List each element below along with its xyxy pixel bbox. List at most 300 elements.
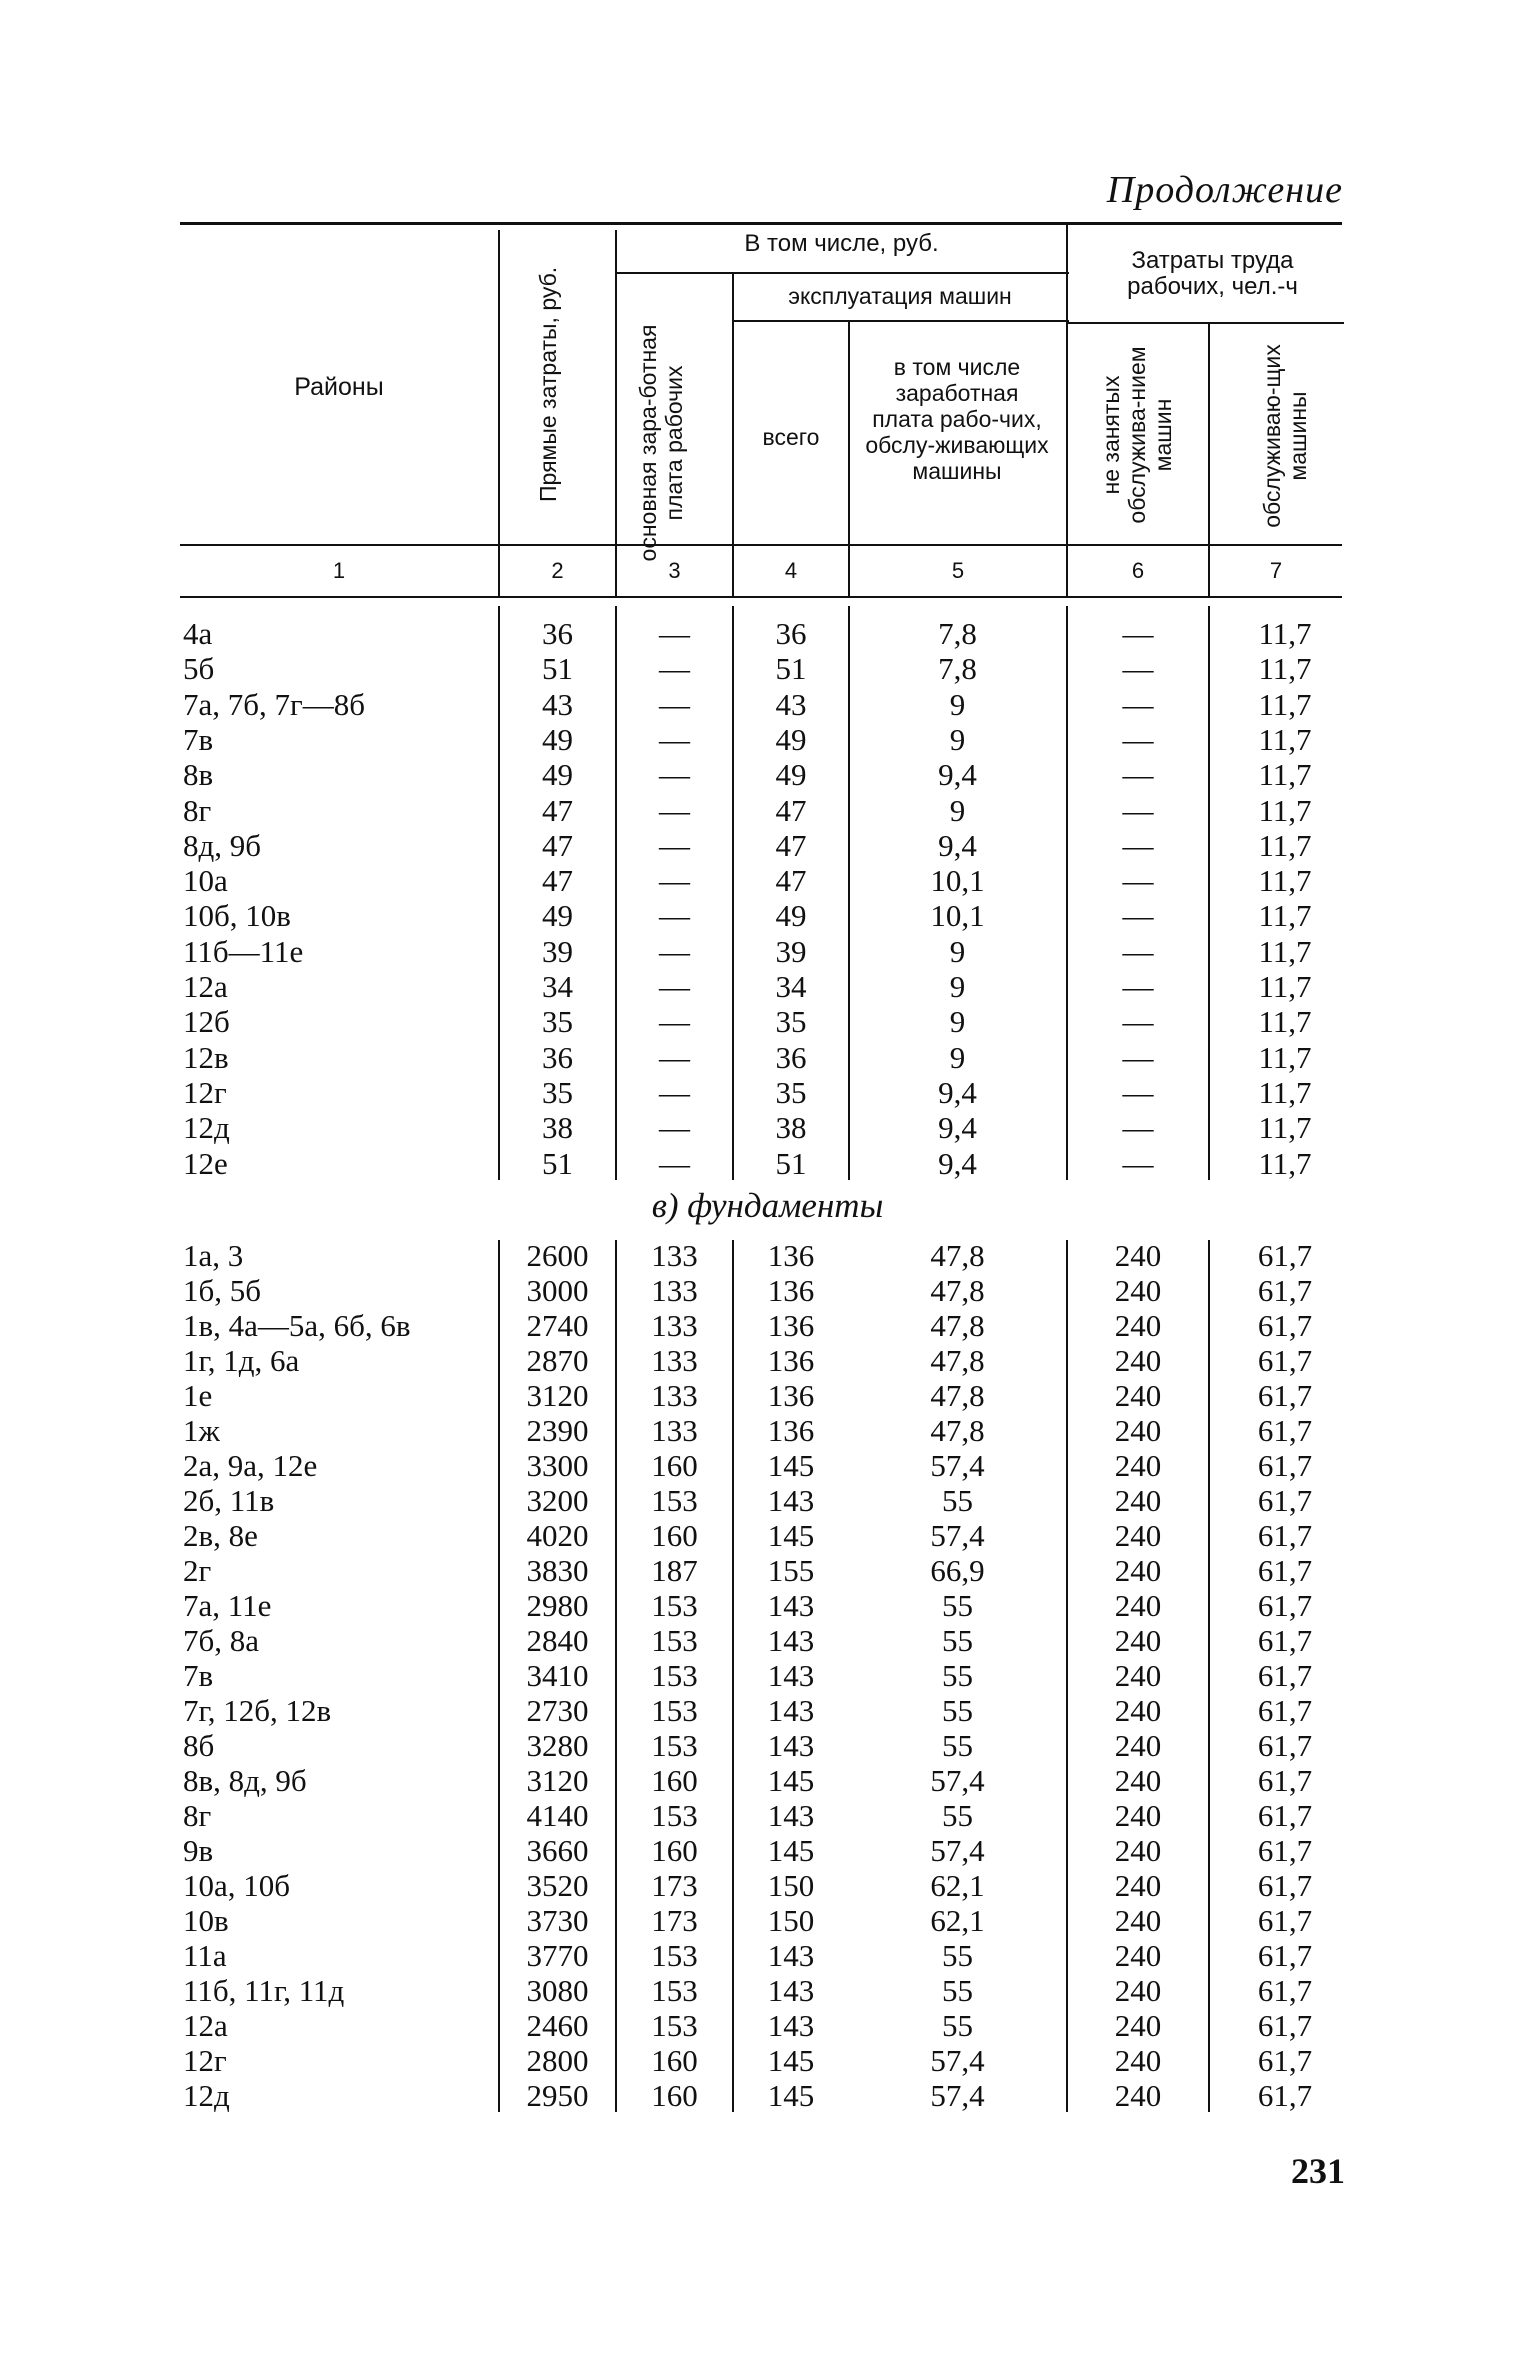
district-cell: 8г [183,792,212,828]
value-cell: 55 [942,1728,973,1763]
header-divider-5 [1066,225,1068,596]
district-cell: 8в, 8д, 9б [183,1763,307,1798]
value-cell: 11,7 [1258,721,1312,757]
value-cell: 49 [542,721,573,757]
value-cell: 2980 [526,1588,589,1623]
value-cell: — [1122,969,1154,1004]
value-cell: 160 [651,2078,698,2113]
value-cell: — [659,1145,690,1181]
value-cell: 36 [542,1039,573,1075]
value-cell: 160 [651,2043,698,2078]
value-cell: 136 [767,1378,815,1413]
value-cell: 61,7 [1257,1833,1313,1868]
value-cell: 43 [542,686,573,722]
value-cell: 61,7 [1257,1413,1313,1448]
value-cell: 153 [651,1693,698,1728]
value-cell: 49 [775,721,807,757]
value-cell: 51 [542,651,573,687]
value-cell: 62,1 [930,1868,985,1903]
header-rule-machines [734,320,1069,322]
district-cell: 12д [183,2078,230,2113]
value-cell: 2730 [526,1693,589,1728]
value-cell: 47 [775,792,807,828]
value-cell: 2840 [526,1623,589,1658]
district-cell: 11б—11е [183,933,304,969]
value-cell: 240 [1114,1378,1162,1413]
district-cell: 10б, 10в [183,898,291,934]
value-cell: 61,7 [1257,2008,1313,2043]
value-cell: 61,7 [1257,1553,1313,1588]
district-cell: 7а, 7б, 7г—8б [183,686,366,722]
value-cell: — [1122,898,1154,934]
value-cell: 9 [949,1004,966,1040]
value-cell: 61,7 [1257,1868,1313,1903]
value-cell: 160 [651,1833,698,1868]
header-divider-6 [1208,324,1210,596]
header-divider-4 [848,322,850,596]
value-cell: 35 [775,1074,807,1110]
value-cell: 9 [949,1039,966,1075]
value-cell: 240 [1114,1483,1162,1518]
district-cell: 9в [183,1833,214,1868]
value-cell: 9,4 [938,1145,977,1181]
value-cell: 136 [767,1343,815,1378]
value-cell: 3200 [526,1483,589,1518]
value-cell: 61,7 [1257,1343,1313,1378]
value-cell: 57,4 [930,2078,985,2113]
value-cell: 47 [775,863,807,899]
value-cell: — [1122,792,1154,828]
value-cell: — [659,792,690,828]
value-cell: 9 [949,686,966,722]
value-cell: 153 [651,2008,698,2043]
value-cell: 153 [651,1938,698,1973]
value-cell: — [1122,827,1154,863]
value-cell: 47 [542,827,573,863]
district-cell: 10а, 10б [183,1868,291,1903]
value-cell: 61,7 [1257,1448,1313,1483]
value-cell: 4020 [526,1518,589,1553]
value-cell: 9 [949,721,966,757]
value-cell: 136 [767,1413,815,1448]
value-cell: 155 [767,1553,815,1588]
value-cell: 240 [1114,1973,1162,2008]
value-cell: 47 [542,863,573,899]
value-cell: 51 [775,651,807,687]
value-cell: 240 [1114,1623,1162,1658]
value-cell: 62,1 [930,1903,985,1938]
value-cell: 2460 [526,2008,589,2043]
value-cell: 3280 [526,1728,589,1763]
value-cell: — [659,969,690,1004]
value-cell: 240 [1114,1903,1162,1938]
value-cell: 9 [949,933,966,969]
value-cell: 240 [1114,1798,1162,1833]
value-cell: 145 [767,1833,815,1868]
value-cell: 143 [767,1938,815,1973]
value-cell: — [1122,863,1154,899]
value-cell: 55 [942,1973,973,2008]
value-cell: 240 [1114,1448,1162,1483]
value-cell: 47,8 [930,1378,985,1413]
header-total: всего [762,424,820,450]
value-cell: 9,4 [938,1074,977,1110]
value-cell: 61,7 [1257,1588,1313,1623]
value-cell: 240 [1114,1518,1162,1553]
value-cell: 61,7 [1257,1238,1313,1273]
value-cell: 55 [942,1693,973,1728]
value-cell: 3770 [526,1938,589,1973]
district-cell: 8г [183,1798,212,1833]
value-cell: — [659,1074,690,1110]
value-cell: 49 [775,898,807,934]
value-cell: 133 [651,1378,698,1413]
district-cell: 1в, 4а—5а, 6б, 6в [183,1308,411,1343]
value-cell: 3830 [526,1553,589,1588]
value-cell: 10,1 [930,898,985,934]
value-cell: 49 [775,757,807,793]
district-cell: 1ж [183,1413,220,1448]
value-cell: 240 [1114,1938,1162,1973]
district-cell: 1е [183,1378,213,1413]
section-title: в) фундаменты [651,1186,884,1225]
value-cell: 7,8 [938,651,977,687]
col-number-2: 2 [551,558,564,583]
value-cell: 173 [651,1868,698,1903]
value-cell: 3410 [526,1658,589,1693]
value-cell: 3120 [526,1763,589,1798]
value-cell: — [1122,933,1154,969]
value-cell: 34 [542,969,573,1004]
value-cell: 145 [767,1448,815,1483]
value-cell: 47,8 [930,1238,985,1273]
district-cell: 12а [183,969,228,1004]
header-direct-costs: Прямые затраты, руб. [535,266,561,502]
continuation-label: Продолжение [1106,169,1343,211]
value-cell: 3730 [526,1903,589,1938]
value-cell: 136 [767,1238,815,1273]
value-cell: 143 [767,1658,815,1693]
value-cell: 136 [767,1273,815,1308]
value-cell: 160 [651,1448,698,1483]
value-cell: 61,7 [1257,2043,1313,2078]
header-including-wage: в том числе заработная плата рабо-чих, обслу-живающих машины [865,354,1049,484]
district-cell: 1а, 3 [183,1238,244,1273]
header-divider-2 [615,230,617,596]
header-labor-costs: Затраты труда рабочих, чел.-ч [1127,247,1298,300]
district-cell: 11б, 11г, 11д [183,1973,345,2008]
value-cell: 153 [651,1798,698,1833]
value-cell: 240 [1114,1308,1162,1343]
value-cell: 49 [542,898,573,934]
value-cell: 57,4 [930,2043,985,2078]
value-cell: 11,7 [1258,863,1312,899]
district-cell: 12а [183,2008,228,2043]
value-cell: 61,7 [1257,1693,1313,1728]
value-cell: 133 [651,1413,698,1448]
value-cell: 61,7 [1257,2078,1313,2113]
value-cell: 36 [775,616,807,651]
value-cell: 240 [1114,1238,1162,1273]
district-cell: 7б, 8а [183,1623,260,1658]
value-cell: 36 [542,616,573,651]
value-cell: 35 [775,1004,807,1040]
value-cell: 11,7 [1258,686,1312,722]
district-cell: 1г, 1д, 6а [183,1343,300,1378]
value-cell: 55 [942,1798,973,1833]
value-cell: 61,7 [1257,1973,1313,2008]
value-cell: 143 [767,1973,815,2008]
district-cell: 12г [183,1074,227,1110]
value-cell: 240 [1114,2008,1162,2043]
value-cell: 133 [651,1238,698,1273]
district-cell: 8д, 9б [183,827,262,863]
value-cell: 240 [1114,1413,1162,1448]
value-cell: 153 [651,1658,698,1693]
value-cell: 143 [767,1693,815,1728]
value-cell: 4140 [526,1798,589,1833]
value-cell: 61,7 [1257,1763,1313,1798]
value-cell: 61,7 [1257,1903,1313,1938]
value-cell: — [1122,1039,1154,1075]
value-cell: 3080 [526,1973,589,2008]
value-cell: — [659,863,690,899]
value-cell: 240 [1114,1588,1162,1623]
district-cell: 2б, 11в [183,1483,275,1518]
value-cell: 240 [1114,1763,1162,1798]
value-cell: 240 [1114,2043,1162,2078]
value-cell: 11,7 [1258,757,1312,793]
value-cell: 55 [942,1483,973,1518]
value-cell: 3520 [526,1868,589,1903]
value-cell: 47 [542,792,573,828]
value-cell: — [659,898,690,934]
value-cell: 143 [767,2008,815,2043]
district-cell: 7г, 12б, 12в [183,1693,332,1728]
district-cell: 10в [183,1903,229,1938]
header-machine-operation: эксплуатация машин [788,283,1012,309]
value-cell: 11,7 [1258,792,1312,828]
value-cell: 240 [1114,1343,1162,1378]
header-divider-1 [498,230,500,596]
value-cell: 136 [767,1308,815,1343]
district-cell: 7а, 11е [183,1588,272,1623]
value-cell: 240 [1114,1553,1162,1588]
value-cell: 61,7 [1257,1308,1313,1343]
district-cell: 5б [183,651,215,687]
district-cell: 12в [183,1039,229,1075]
value-cell: 61,7 [1257,1623,1313,1658]
value-cell: — [659,686,690,722]
value-cell: 150 [767,1903,815,1938]
district-cell: 2в, 8е [183,1518,258,1553]
value-cell: 3120 [526,1378,589,1413]
value-cell: 9,4 [938,827,977,863]
value-cell: 9 [949,792,966,828]
value-cell: 51 [775,1145,807,1181]
value-cell: 51 [542,1145,573,1181]
header-including: В том числе, руб. [744,230,939,257]
value-cell: 153 [651,1728,698,1763]
value-cell: 11,7 [1258,1145,1312,1181]
district-cell: 12б [183,1004,230,1040]
district-cell: 2а, 9а, 12е [183,1448,318,1483]
district-cell: 12г [183,2043,227,2078]
header-rule-including [617,272,1069,274]
district-cell: 8в [183,757,214,793]
col-number-3: 3 [668,558,681,583]
value-cell: 55 [942,1588,973,1623]
value-cell: 187 [651,1553,698,1588]
value-cell: 57,4 [930,1763,985,1798]
value-cell: 61,7 [1257,1273,1313,1308]
value-cell: 11,7 [1258,616,1312,651]
value-cell: 66,9 [930,1553,985,1588]
value-cell: — [1122,686,1154,722]
value-cell: 11,7 [1258,827,1312,863]
value-cell: — [659,827,690,863]
value-cell: 133 [651,1273,698,1308]
value-cell: 153 [651,1973,698,2008]
value-cell: 61,7 [1257,1518,1313,1553]
value-cell: 150 [767,1868,815,1903]
header-rule-numbers [180,596,1342,598]
value-cell: 61,7 [1257,1378,1313,1413]
value-cell: 2390 [526,1413,589,1448]
value-cell: 11,7 [1258,898,1312,934]
value-cell: — [1122,1074,1154,1110]
value-cell: 61,7 [1257,1728,1313,1763]
value-cell: — [659,757,690,793]
district-cell: 7в [183,1658,214,1693]
value-cell: 153 [651,1483,698,1518]
value-cell: — [659,721,690,757]
value-cell: 11,7 [1258,1039,1312,1075]
page-number: 231 [1291,2151,1345,2191]
district-cell: 11а [183,1938,227,1973]
value-cell: 160 [651,1763,698,1798]
value-cell: 11,7 [1258,969,1312,1004]
value-cell: 55 [942,1658,973,1693]
value-cell: 61,7 [1257,1938,1313,1973]
value-cell: 57,4 [930,1518,985,1553]
district-cell: 12е [183,1145,228,1181]
value-cell: 145 [767,2043,815,2078]
value-cell: 2950 [526,2078,589,2113]
value-cell: — [659,1039,690,1075]
value-cell: 9,4 [938,757,977,793]
value-cell: 143 [767,1483,815,1518]
value-cell: 61,7 [1257,1658,1313,1693]
value-cell: 34 [775,969,807,1004]
value-cell: 47,8 [930,1343,985,1378]
district-cell: 1б, 5б [183,1273,262,1308]
value-cell: 36 [775,1039,807,1075]
value-cell: 47 [775,827,807,863]
col-number-7: 7 [1269,558,1283,583]
value-cell: 39 [775,933,807,969]
value-cell: 143 [767,1798,815,1833]
value-cell: — [659,1110,690,1146]
value-cell: 145 [767,2078,815,2113]
value-cell: 3300 [526,1448,589,1483]
value-cell: 160 [651,1518,698,1553]
value-cell: 35 [542,1004,573,1040]
value-cell: 9,4 [938,1110,977,1146]
value-cell: 3660 [526,1833,589,1868]
value-cell: — [1122,757,1154,793]
value-cell: 11,7 [1258,1110,1312,1146]
value-cell: 11,7 [1258,933,1312,969]
value-cell: 11,7 [1258,1004,1312,1040]
value-cell: 240 [1114,1868,1162,1903]
value-cell: 240 [1114,1273,1162,1308]
value-cell: 143 [767,1728,815,1763]
table-top-rule [180,222,1342,225]
district-cell: 8б [183,1728,215,1763]
value-cell: 240 [1114,1693,1162,1728]
header-serving: обслуживаю-щих машины [1259,344,1311,528]
value-cell: 240 [1114,1833,1162,1868]
value-cell: 240 [1114,2078,1162,2113]
value-cell: — [1122,651,1154,687]
value-cell: 57,4 [930,1448,985,1483]
value-cell: 43 [775,686,807,722]
value-cell: 49 [542,757,573,793]
col-number-4: 4 [784,558,798,583]
value-cell: — [1122,1145,1154,1181]
col-number-1: 1 [332,558,346,583]
value-cell: — [659,933,690,969]
value-cell: 38 [775,1110,807,1146]
value-cell: 47,8 [930,1308,985,1343]
value-cell: 61,7 [1257,1483,1313,1518]
value-cell: 7,8 [938,616,977,651]
value-cell: 240 [1114,1728,1162,1763]
value-cell: 11,7 [1258,651,1312,687]
district-cell: 2г [183,1553,212,1588]
value-cell: — [659,1004,690,1040]
value-cell: 173 [651,1903,698,1938]
value-cell: 2740 [526,1308,589,1343]
value-cell: — [659,651,690,687]
header-not-serving: не занятых обслужива-нием машин [1098,346,1176,524]
value-cell: 2600 [526,1238,589,1273]
value-cell: 47,8 [930,1413,985,1448]
district-cell: 12д [183,1110,230,1146]
value-cell: — [1122,1004,1154,1040]
header-districts: Районы [294,373,384,401]
value-cell: 143 [767,1623,815,1658]
value-cell: 145 [767,1763,815,1798]
value-cell: 39 [542,933,573,969]
value-cell: 3000 [526,1273,589,1308]
value-cell: — [1122,616,1154,651]
value-cell: 153 [651,1623,698,1658]
value-cell: 145 [767,1518,815,1553]
value-cell: 38 [542,1110,573,1146]
value-cell: 55 [942,1623,973,1658]
value-cell: 133 [651,1308,698,1343]
value-cell: 55 [942,2008,973,2043]
value-cell: 133 [651,1343,698,1378]
col-number-6: 6 [1131,558,1145,583]
value-cell: 10,1 [930,863,985,899]
value-cell: 61,7 [1257,1798,1313,1833]
value-cell: 35 [542,1074,573,1110]
district-cell: 7в [183,721,214,757]
value-cell: 143 [767,1588,815,1623]
